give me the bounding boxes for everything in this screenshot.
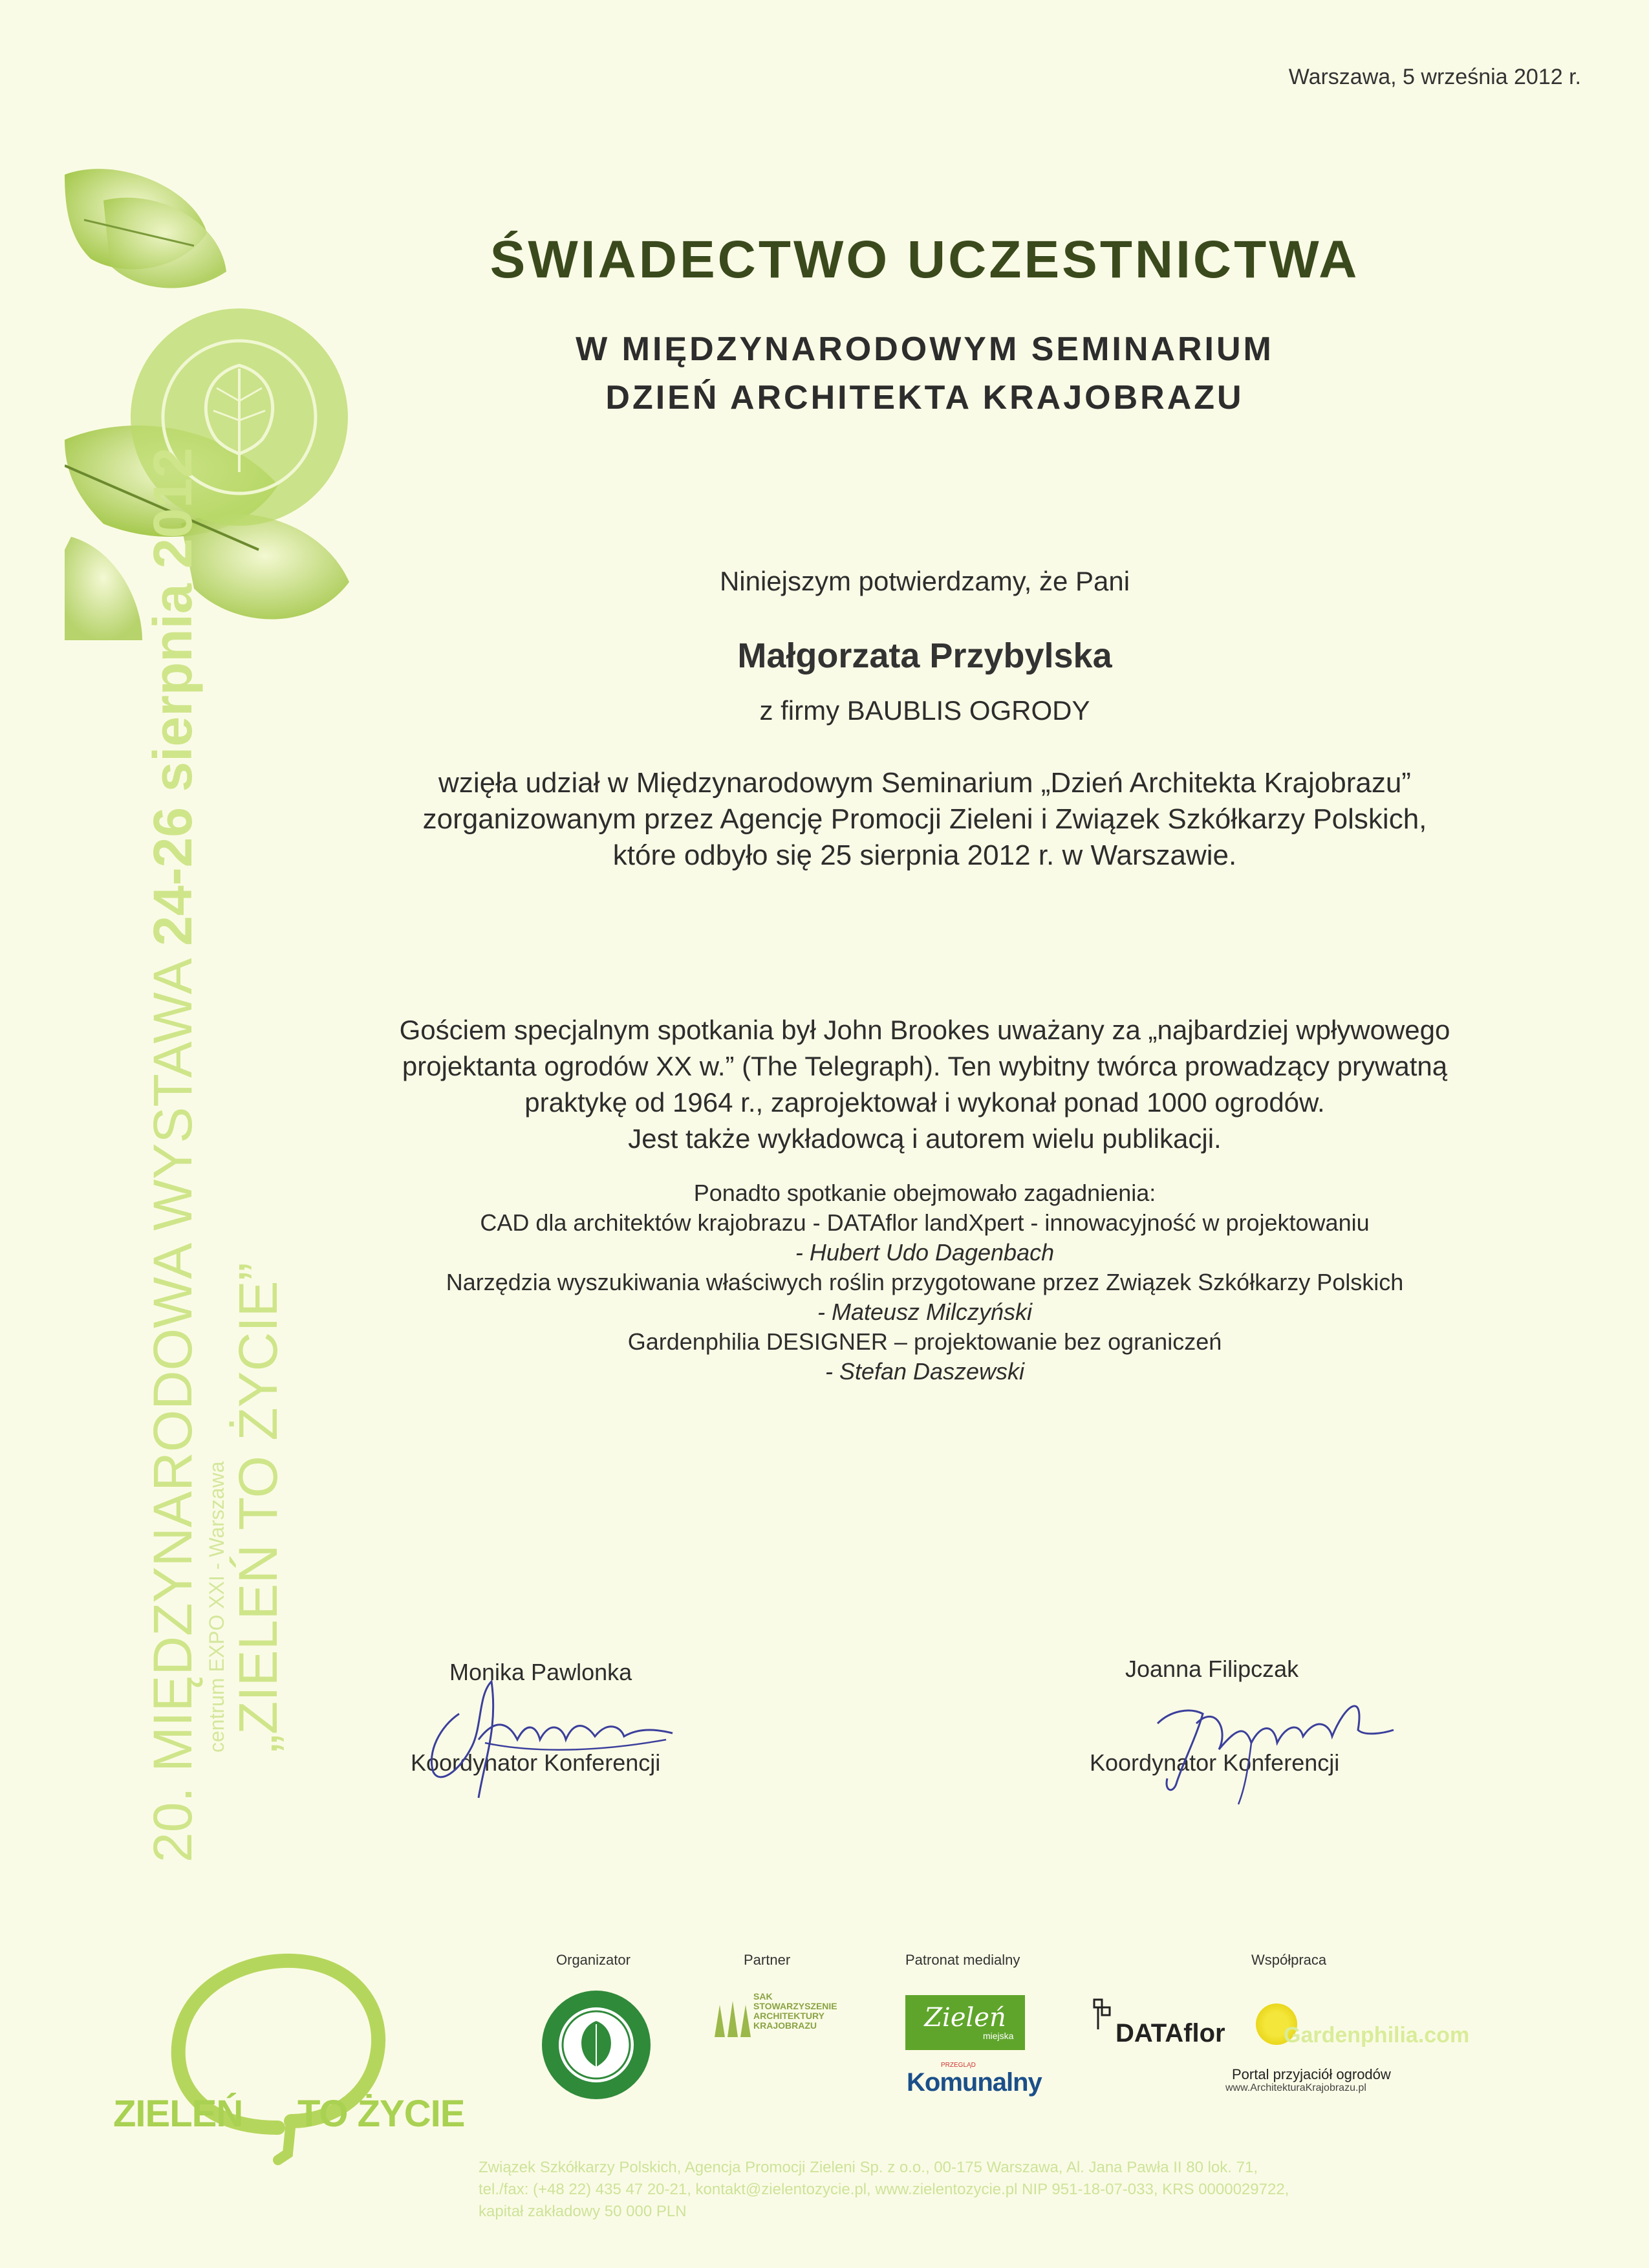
topic-title: CAD dla architektów krajobrazu - DATAflor landXpert - innowacyjność w projektowaniu — [480, 1209, 1370, 1236]
signature-2-image — [1106, 1652, 1397, 1808]
logo-text-left: ZIELEŃ — [113, 2093, 243, 2135]
document-date: Warszawa, 5 września 2012 r. — [1288, 65, 1581, 89]
cooperation-label: Współpraca — [1251, 1952, 1327, 1968]
footer-line: tel./fax: (+48 22) 435 47 20-21, kontakt@zielentozycie.pl, www.zielentozycie.pl NIP 951-18-07-033, KRS 0000029722, — [479, 2181, 1289, 2198]
signatory-2-name: Joanna Filipczak — [1125, 1656, 1299, 1682]
footer-line: kapitał zakładowy 50 000 PLN — [479, 2203, 687, 2220]
partner-label: Partner — [744, 1952, 791, 1968]
topic-title: Narzędzia wyszukiwania właściwych roślin przygotowane przez Związek Szkółkarzy Polskich — [446, 1269, 1404, 1295]
paragraph-line: które odbyło się 25 sierpnia 2012 r. w Warszawie. — [612, 839, 1237, 871]
signatory-1-role: Koordynator Konferencji — [411, 1749, 661, 1776]
dataflor-logo-icon — [1093, 1998, 1115, 2031]
topic-speaker: - Hubert Udo Dagenbach — [795, 1239, 1055, 1266]
portal-url: www.ArchitekturaKrajobrazu.pl — [1225, 2082, 1366, 2093]
media-patron-label: Patronat medialny — [905, 1952, 1020, 1968]
participation-paragraph — [297, 765, 1552, 874]
topics-intro: Ponadto spotkanie obejmowało zagadnienia: — [693, 1180, 1156, 1206]
topic-speaker: - Stefan Daszewski — [824, 1358, 1025, 1385]
zielen-miejska-logo: Zieleń — [905, 1995, 1025, 2050]
gardenphilia-logo-text: Gardenphilia.com — [1284, 2023, 1470, 2047]
sak-line: ARCHITEKTURY — [753, 2011, 824, 2021]
footer-line: Związek Szkółkarzy Polskich, Agencja Promocji Zieleni Sp. z o.o., 00-175 Warszawa, Al. Jana Pawła II 80 lok. 71, — [479, 2159, 1258, 2176]
seminar-subtitle-line1: W MIĘDZYNARODOWYM SEMINARIUM — [576, 330, 1274, 368]
guest-paragraph — [297, 1012, 1552, 1157]
banner-motto: „ZIELEŃ TO ŻYCIE” — [228, 1262, 288, 1753]
banner-dates: 24-26 sierpnia 2012 — [142, 448, 203, 946]
signatory-2-role: Koordynator Konferencji — [1090, 1749, 1340, 1776]
paragraph-line: projektanta ogrodów XX w.” (The Telegraph). Ten wybitny twórca prowadzący prywatną — [402, 1051, 1448, 1081]
banner-venue: centrum EXPO XXI - Warszawa — [205, 1461, 228, 1753]
dataflor-logo-text: DATAflor — [1116, 2019, 1225, 2047]
footer-address — [479, 2157, 1526, 2223]
komunalny-overline: PRZEGLĄD — [941, 2062, 976, 2069]
paragraph-line: praktykę od 1964 r., zaprojektował i wykonał ponad 1000 ogrodów. — [524, 1087, 1325, 1118]
zielen-miejska-subtext: miejska — [983, 2031, 1014, 2041]
paragraph-line: wzięła udział w Międzynarodowym Seminarium „Dzień Architekta Krajobrazu” — [438, 767, 1411, 799]
seminar-subtitle-line2: DZIEŃ ARCHITEKTA KRAJOBRAZU — [605, 379, 1244, 416]
sak-line: STOWARZYSZENIE — [753, 2001, 837, 2011]
organizer-seal-logo — [540, 1989, 653, 2102]
paragraph-line: Gościem specjalnym spotkania był John Brookes uważany za „najbardziej wpływowego — [399, 1015, 1450, 1045]
sak-line: SAK — [753, 1991, 773, 2002]
participant-company: z firmy BAUBLIS OGRODY — [759, 695, 1090, 726]
portal-tagline: Portal przyjaciół ogrodów — [1232, 2066, 1391, 2082]
sak-line: KRAJOBRAZU — [753, 2020, 817, 2031]
topics-list — [297, 1178, 1552, 1387]
topic-speaker: - Mateusz Milczyński — [817, 1299, 1033, 1325]
participant-name: Małgorzata Przybylska — [737, 636, 1112, 675]
paragraph-line: zorganizowanym przez Agencję Promocji Zieleni i Związek Szkółkarzy Polskich, — [422, 803, 1427, 835]
confirmation-text: Niniejszym potwierdzamy, że Pani — [719, 566, 1130, 596]
banner-edition: 20. MIĘDZYNARODOWA WYSTAWA — [142, 961, 203, 1863]
certificate-title: ŚWIADECTWO UCZESTNICTWA — [490, 230, 1360, 289]
logo-text-right: TO ŻYCIE — [297, 2093, 465, 2135]
topic-title: Gardenphilia DESIGNER – projektowanie bez ograniczeń — [627, 1328, 1222, 1355]
signatory-1-name: Monika Pawlonka — [449, 1659, 632, 1685]
sak-partner-text — [753, 1992, 837, 2031]
organizer-label: Organizator — [556, 1952, 630, 1968]
signature-1-image — [401, 1656, 679, 1804]
paragraph-line: Jest także wykładowcą i autorem wielu publikacji. — [628, 1123, 1222, 1154]
komunalny-logo: Komunalny — [907, 2068, 1042, 2097]
